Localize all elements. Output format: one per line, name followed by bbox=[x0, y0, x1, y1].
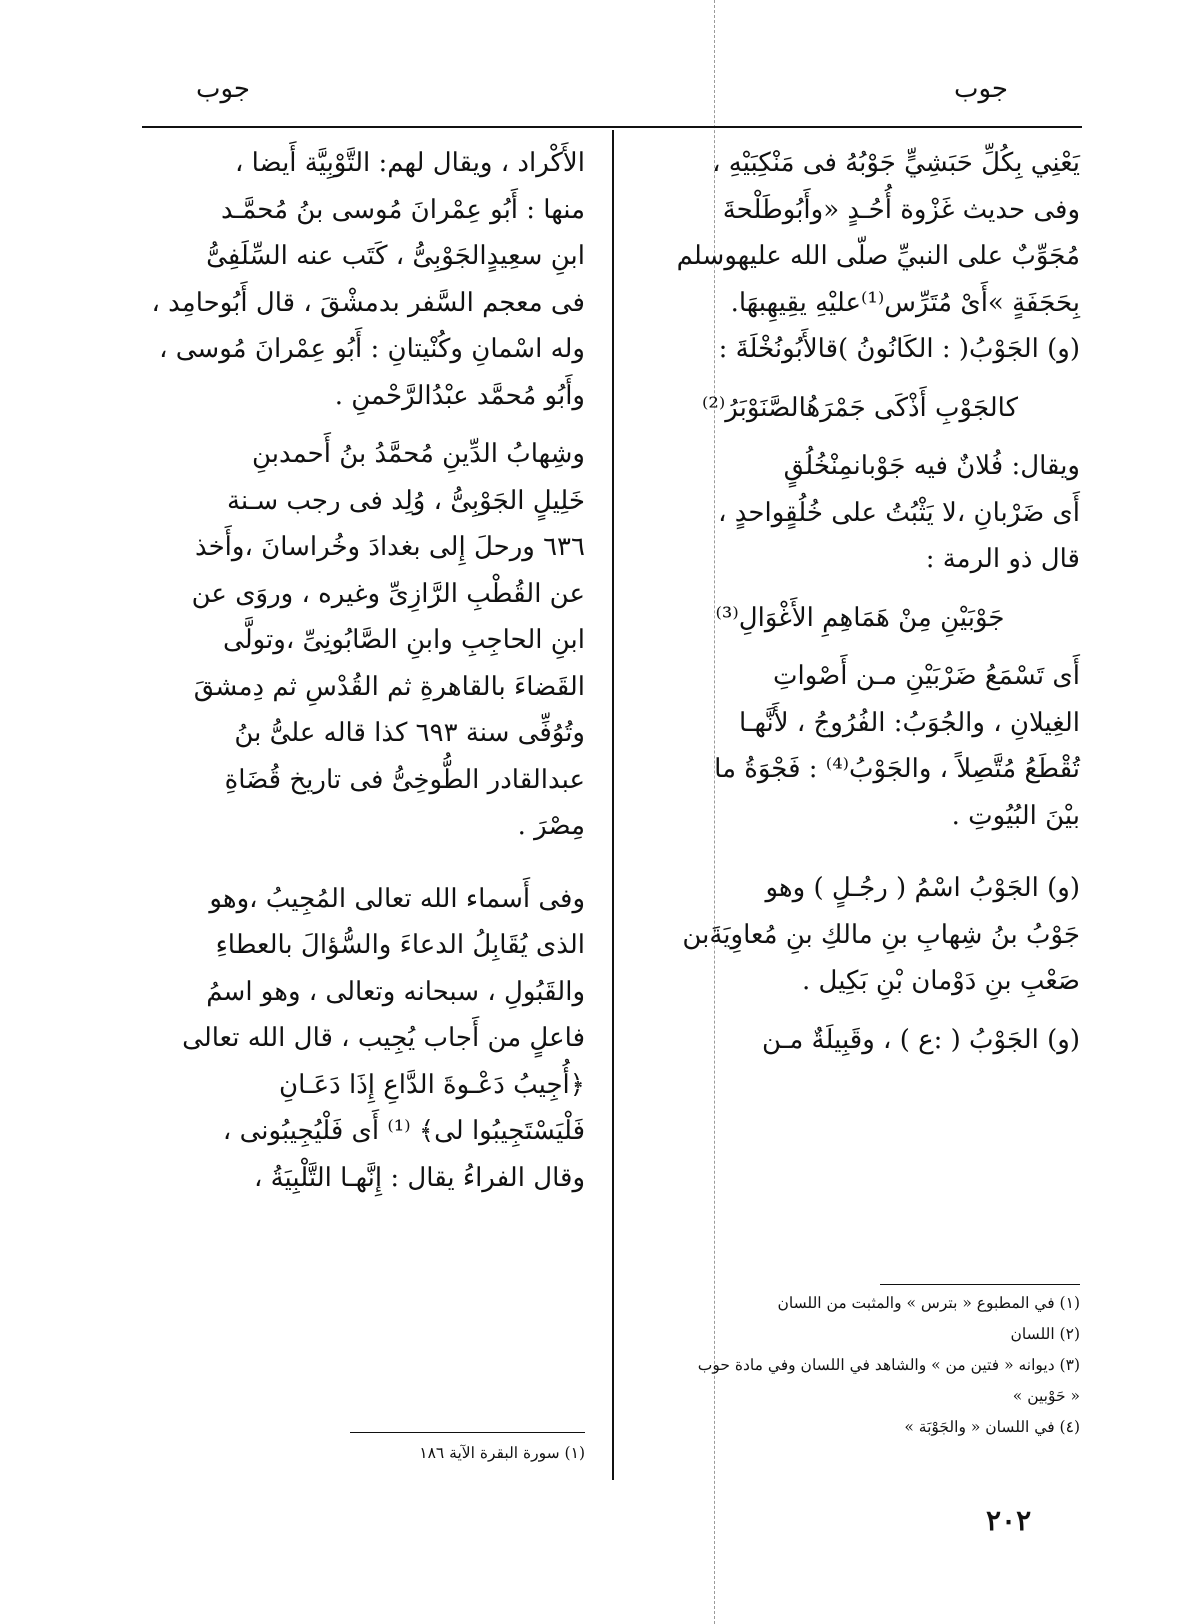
running-header-right: جوب bbox=[954, 74, 1008, 104]
text-line: ابنِ سعِيدٍالجَوْبِىُّ ، كَتَب عنه السِّلَفِىُّ bbox=[206, 241, 585, 271]
footnote: (٤) في اللسان « والجَوْبَة » bbox=[904, 1418, 1080, 1436]
running-header-left: جوب bbox=[196, 74, 250, 104]
footnote-rule-left bbox=[350, 1432, 585, 1433]
footnote: (٢) اللسان bbox=[1010, 1325, 1080, 1343]
text-line: ٦٣٦ ورحلَ إِلى بغدادَ وخُراسانَ ،وأَخذ bbox=[194, 532, 585, 562]
text-line: الذى يُقَابِلُ الدعاءَ والسُّؤالَ بالعطاءِ bbox=[215, 930, 585, 960]
verse-line: جَوْبَيْنِ مِنْ هَمَاهِمِ الأَغْوَالِ⁽³⁾ bbox=[715, 602, 1005, 633]
right-column bbox=[640, 140, 1080, 1063]
text-line: (و) الجَوْبُ( : الكَانُونُ )قالأَبُونُخْلَةَ : bbox=[718, 334, 1080, 364]
text-line: خَلِيلٍ الجَوْبِىُّ ، وُلِد فى رجب سـنة bbox=[226, 485, 585, 516]
text-line: وشِهابُ الدِّينِ مُحمَّدُ بنُ أَحمدبنِ bbox=[251, 439, 585, 469]
text-line: والقَبُولِ ، سبحانه وتعالى ، وهو اسمُ bbox=[206, 976, 585, 1007]
text-line: فاعلٍ من أَجاب يُجِيب ، قال الله تعالى bbox=[182, 1023, 585, 1053]
text-line: الأَكْراد ، ويقال لهم: التَّوْبِيَّة أَيضا ، bbox=[234, 148, 585, 178]
text-line: بِحَجَفَةٍ »أَىْ مُتَرِّس⁽¹⁾عليْهِ يقِيهِبهَا. bbox=[730, 287, 1080, 318]
quran-verse-line: فَلْيَسْتَجِيبُوا لى﴾ ⁽¹⁾ أَى فَلْيُجِيبُونى ، bbox=[222, 1116, 585, 1146]
text-line: القَضاءَ بالقاهرةِ ثم القُدْسِ ثم دِمشقَ bbox=[193, 671, 585, 702]
text-line: جَوْبُ بنُ شِهابِ بنِ مالكِ بنِ مُعاوِيَةَبن bbox=[682, 919, 1080, 950]
footnotes-right bbox=[640, 1288, 1080, 1443]
text-line: (و) الجَوْبُ ( :ع ) ، وقَبِيلَةٌ مـن bbox=[761, 1024, 1080, 1055]
left-column bbox=[140, 140, 585, 1201]
verse-line: كالجَوْبِ أَذْكَى جَمْرَهُالصَّنَوْبَرُ⁽²⁾ bbox=[702, 392, 1018, 423]
footnote: (١) في المطبوع « بترس » والمثبت من اللسان bbox=[777, 1294, 1080, 1312]
text-line: وفى حديث غَزْوة أُحُـدٍ «وأَبُوطَلْحةَ bbox=[722, 194, 1080, 225]
text-line: صَعْبِ بنِ دَوْمان بْنِ بَكِيل . bbox=[801, 966, 1080, 996]
text-line: قال ذو الرمة : bbox=[925, 544, 1080, 574]
text-line: وأَبُو مُحمَّد عبْدُالرَّحْمنِ . bbox=[334, 380, 585, 411]
text-line: تُقْطَعُ مُتَّصِلاً ، والجَوْبُ⁽⁴⁾ : فَجْوَةُ ما bbox=[714, 754, 1080, 784]
text-line: وتُوُفِّى سنة ٦٩٣ كذا قاله علىُّ بنُ bbox=[234, 718, 585, 748]
text-line: أَى ضَرْبانِ ،لا يَثْبُتُ على خُلُقٍواحدٍ ، bbox=[718, 497, 1080, 528]
footnote-rule-right bbox=[880, 1284, 1080, 1285]
text-line: بيْنَ البُيُوتِ . bbox=[951, 800, 1080, 831]
text-line: فى معجم السَّفر بدمشْقَ ، قال أَبُوحامِد ، bbox=[151, 287, 585, 318]
text-line: ويقال: فُلانٌ فيه جَوْبانمِنْخُلُقٍ bbox=[783, 451, 1080, 481]
text-line: يَعْنِي بِكُلِّ حَبَشِيٍّ جَوْبُهُ فى مَنْكِبَيْهِ ، bbox=[712, 148, 1080, 178]
text-line: وفى أَسماء الله تعالى المُجِيبُ ،وهو bbox=[209, 883, 585, 914]
footnote: (١) سورة البقرة الآية ١٨٦ bbox=[419, 1444, 585, 1462]
text-line: وله اسْمانِ وكُنْيتانِ : أَبُو عِمْرانَ مُوسى ، bbox=[159, 334, 585, 364]
footnote: (٣) ديوانه « فتين من » والشاهد في اللسان وفي مادة حوب bbox=[697, 1356, 1080, 1374]
text-line: مِصْرَ . bbox=[517, 811, 585, 841]
text-line: عبدالقادر الطُّوخِىُّ فى تاريخ قُضَاةِ bbox=[224, 764, 585, 795]
column-divider bbox=[612, 130, 614, 1480]
text-line: (و) الجَوْبُ اسْمُ ( رجُـلٍ ) وهو bbox=[765, 873, 1080, 903]
text-line: وقال الفراءُ يقال : إِنَّهـا التَّلْبِيَةُ ، bbox=[253, 1162, 585, 1193]
text-line: ابنِ الحاجِبِ وابنِ الصَّابُونِىِّ ،وتولَّى bbox=[223, 625, 585, 655]
quran-verse-line: ﴿أُجِيبُ دَعْـوةَ الدَّاعِ إِذَا دَعَـانِ bbox=[278, 1069, 585, 1100]
page-number: ٢٠٢ bbox=[986, 1504, 1032, 1537]
text-line: مُجَوِّبٌ على النبيِّ صلّى الله عليهوسلم bbox=[676, 241, 1080, 271]
text-line: عن القُطْبِ الرَّازِىِّ وغيره ، وروَى عن bbox=[191, 578, 585, 609]
text-line: منها : أَبُو عِمْرانَ مُوسى بنُ مُحمَّـد bbox=[221, 194, 585, 225]
footnotes-left bbox=[300, 1438, 585, 1469]
text-line: الغِيلانِ ، والجُوَبُ: الفُرُوجُ ، لأَنَّهـا bbox=[739, 707, 1080, 738]
footnote: « حَوْبين » bbox=[1012, 1387, 1080, 1405]
header-rule bbox=[142, 126, 1082, 128]
text-line: أَى تَسْمَعُ ضَرْبَيْنِ مـن أَصْواتِ bbox=[773, 661, 1080, 691]
